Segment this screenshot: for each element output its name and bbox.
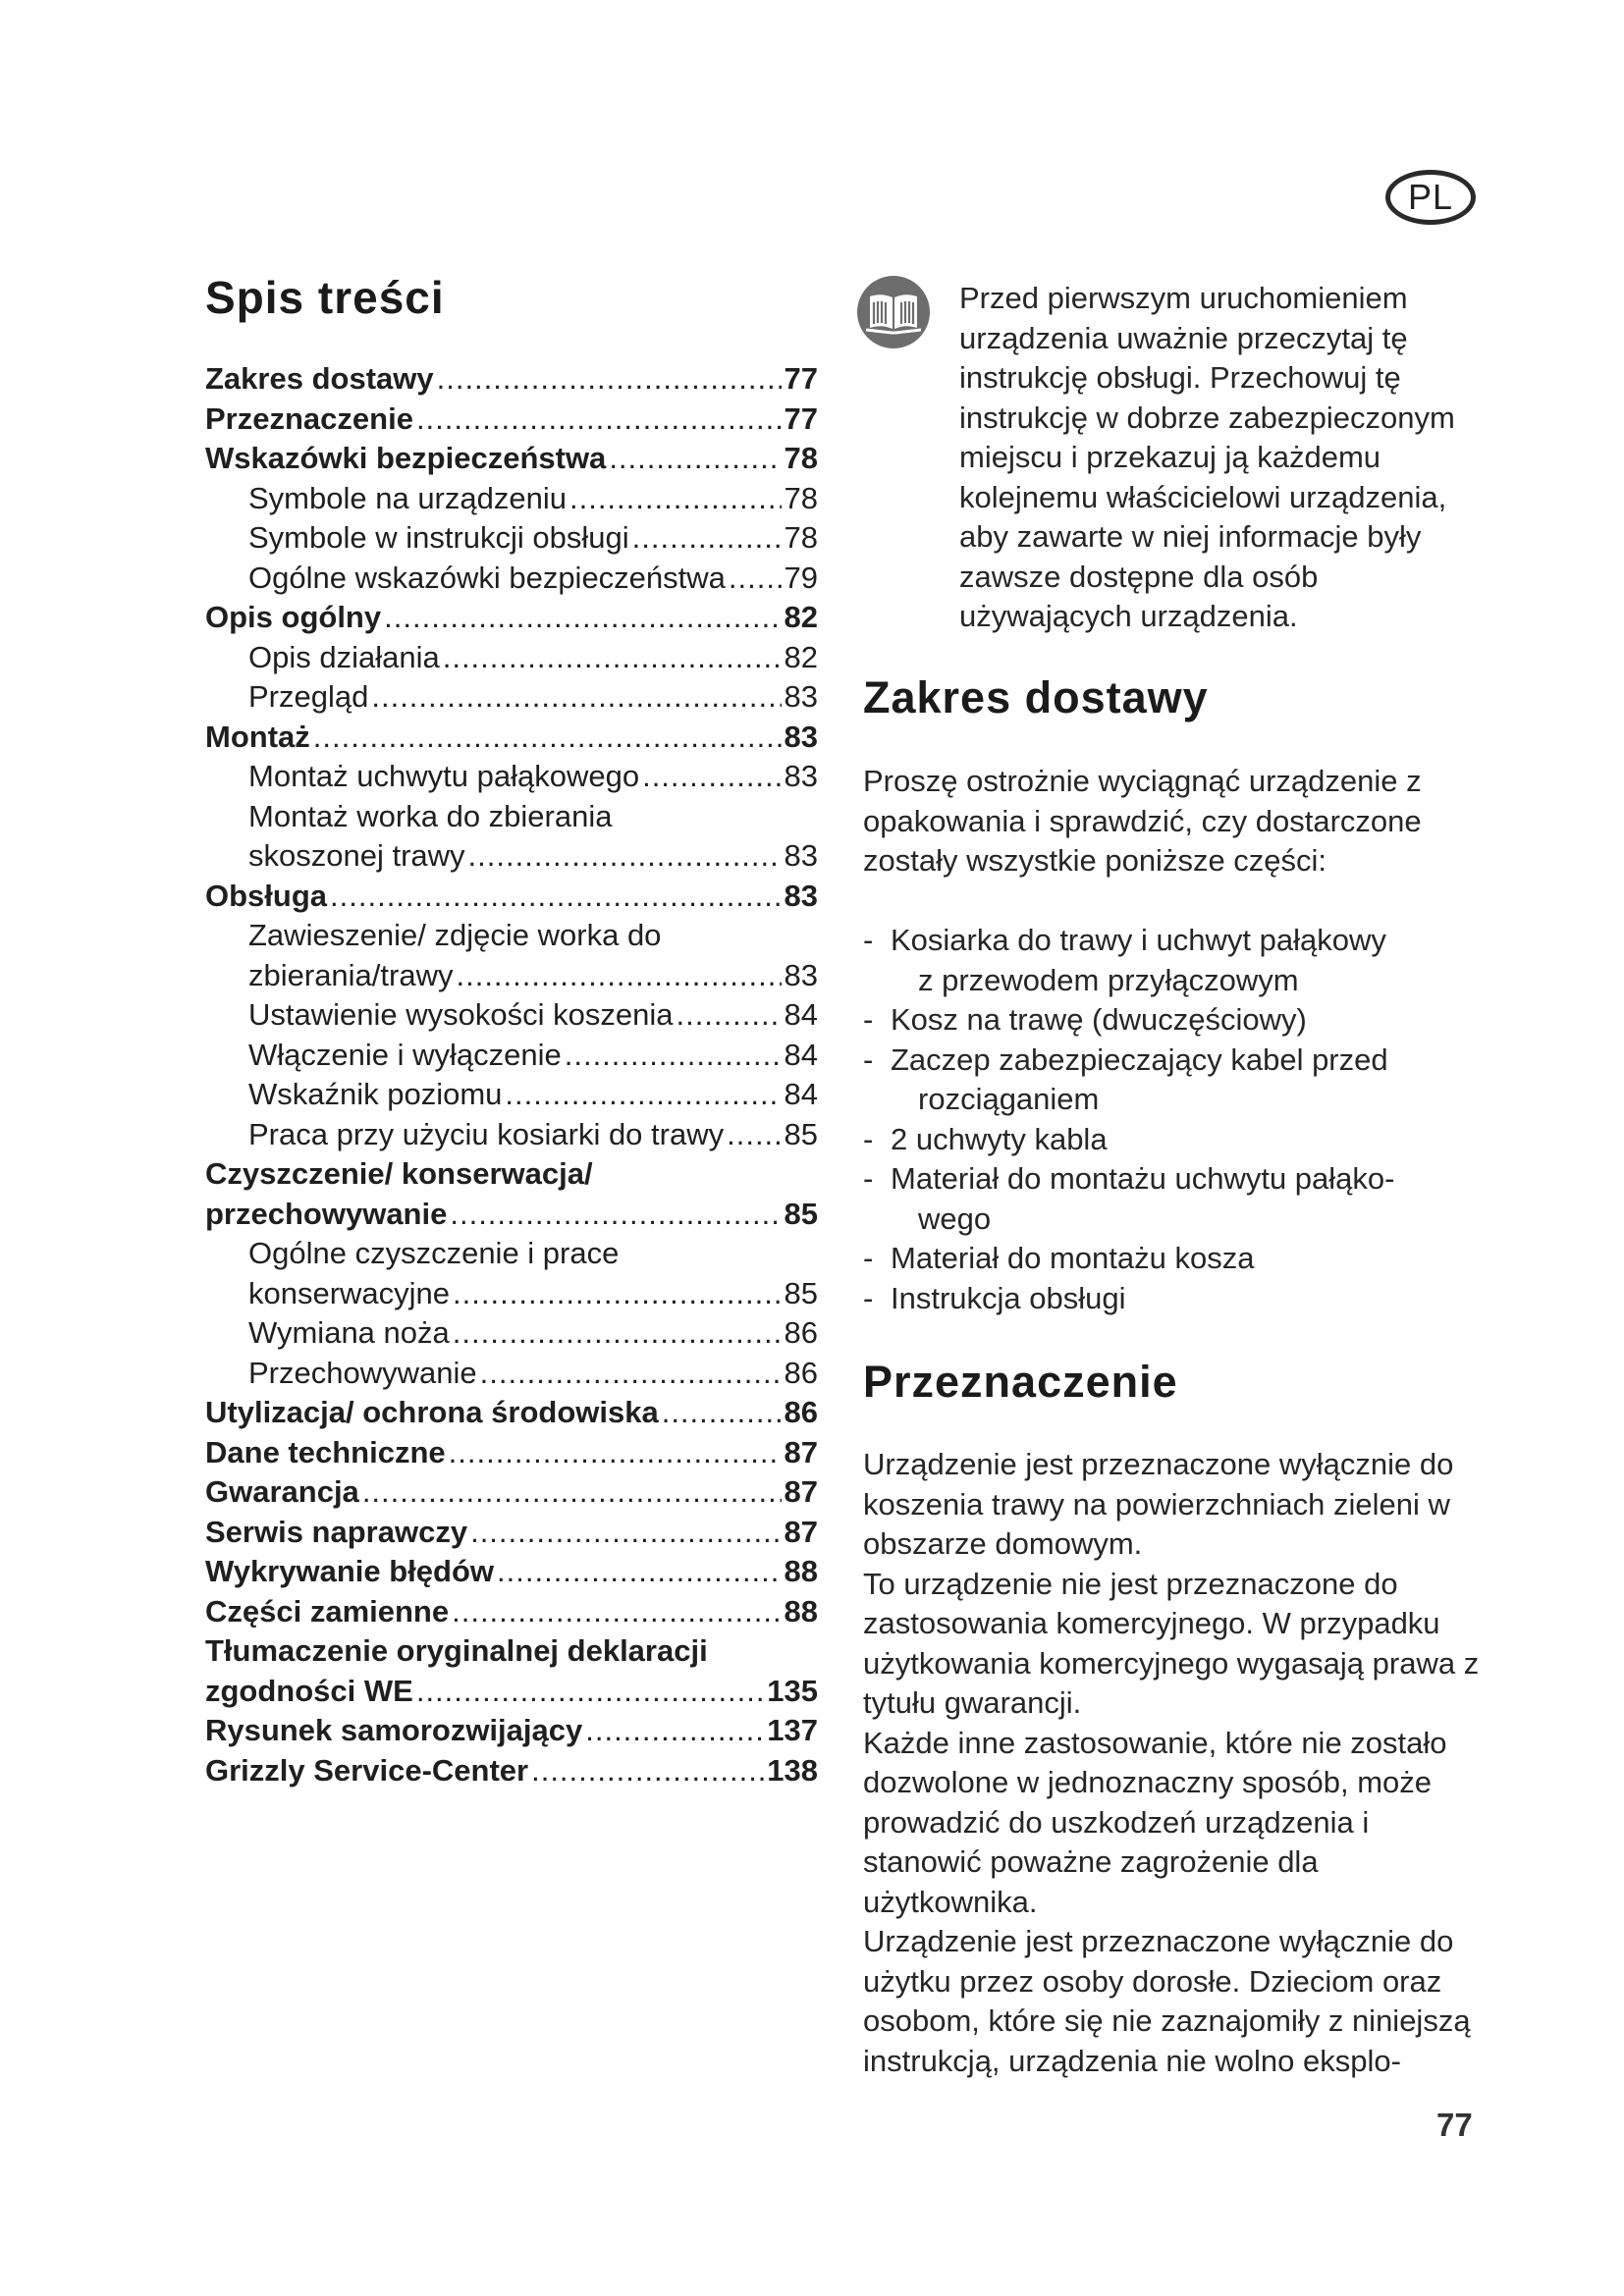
toc-leader-dots: [456, 956, 781, 996]
toc-entry-page: 137: [767, 1713, 818, 1747]
toc-entry-title: Przechowywanie: [248, 1355, 477, 1390]
toc-entry: [205, 836, 818, 877]
toc-entry-page: 83: [784, 957, 818, 992]
toc-entry-title: Obsługa: [205, 878, 328, 913]
toc-leader-dots: [569, 479, 782, 519]
toc-entry-title: konserwacyjne: [248, 1275, 451, 1310]
toc-entry-title: Wykrywanie błędów: [205, 1554, 495, 1588]
delivery-item: [863, 1159, 1482, 1239]
toc-entry-page: 135: [767, 1673, 818, 1708]
toc-entry-page: 84: [784, 997, 818, 1032]
delivery-item-continuation: rozciąganiem: [918, 1082, 1100, 1116]
toc-entry: [205, 797, 818, 837]
toc-entry-page: 83: [784, 679, 818, 714]
toc-entry-page: 82: [784, 639, 818, 674]
delivery-item-text: 2 uchwyty kabla: [891, 1121, 1108, 1156]
toc-entry: [205, 1274, 818, 1314]
toc-leader-dots: [437, 359, 782, 400]
toc-entry-page: 88: [784, 1593, 818, 1629]
toc-entry-title: Utylizacja/ ochrona środowiska: [205, 1395, 659, 1429]
toc-entry: [205, 439, 818, 479]
toc-entry-title: zbierania/trawy: [248, 957, 454, 992]
toc-leader-dots: [313, 718, 782, 758]
toc-entry: [205, 1552, 818, 1592]
toc-entry: [205, 956, 818, 996]
toc-entry-title: Ustawienie wysokości koszenia: [248, 997, 674, 1032]
delivery-item-text: Zaczep zabezpieczający kabel przed: [891, 1041, 1388, 1077]
toc-entry-page: 83: [784, 719, 818, 754]
page-number: 77: [1436, 2107, 1473, 2143]
toc-leader-dots: [416, 400, 782, 440]
toc-entry: [205, 1036, 818, 1076]
toc-entry-page: 138: [767, 1752, 818, 1788]
toc-entry-page: 87: [784, 1514, 818, 1549]
toc-title: Spis treści: [205, 272, 445, 323]
toc-entry-title: Zakres dostawy: [205, 361, 434, 396]
purpose-text: [863, 1445, 1482, 2081]
section-heading-purpose: Przeznaczenie: [863, 1357, 1178, 1407]
toc-leader-dots: [362, 1472, 782, 1513]
toc-entry: [205, 1393, 818, 1433]
toc-entry-title: Serwis naprawczy: [205, 1514, 468, 1549]
toc-entry: [205, 598, 818, 638]
toc-entry-page: 82: [784, 600, 818, 634]
toc-entry-title: Ogólne czyszczenie i prace: [248, 1236, 620, 1270]
delivery-item-text: Materiał do montażu kosza: [891, 1241, 1255, 1275]
toc-leader-dots: [585, 1711, 764, 1751]
toc-entry-title: skoszonej trawy: [248, 838, 465, 873]
toc-entry-page: 87: [784, 1474, 818, 1509]
toc-entry: [205, 1115, 818, 1155]
toc-entry-title: przechowywanie: [205, 1196, 448, 1231]
delivery-item-text: Instrukcja obsługi: [891, 1280, 1126, 1315]
toc-entry: [205, 1711, 818, 1751]
delivery-item: [863, 1000, 1482, 1041]
toc-entry: [205, 677, 818, 718]
toc-entry-page: 77: [784, 400, 818, 436]
toc-leader-dots: [727, 1115, 781, 1155]
toc-leader-dots: [450, 1195, 781, 1235]
toc-leader-dots: [330, 877, 782, 917]
toc-entry-title: Tłumaczenie oryginalnej deklaracji: [205, 1633, 708, 1668]
toc-entry: [205, 1433, 818, 1473]
toc-leader-dots: [453, 1274, 781, 1314]
toc-entry: [205, 1195, 818, 1235]
toc-entry-title: Montaż worka do zbierania: [248, 798, 613, 833]
toc-entry: [205, 479, 818, 519]
toc-entry-page: 86: [784, 1355, 818, 1390]
toc-entry-title: Opis działania: [248, 639, 440, 674]
language-badge: PL: [1385, 170, 1476, 225]
toc-leader-dots: [470, 1513, 781, 1553]
toc-entry-title: Praca przy użyciu kosiarki do trawy: [248, 1116, 725, 1151]
toc-entry-page: 78: [784, 520, 818, 555]
delivery-item: [863, 921, 1482, 1000]
toc-entry: [205, 757, 818, 797]
toc-leader-dots: [565, 1036, 782, 1076]
toc-entry-page: 83: [784, 878, 818, 913]
toc-entry-title: Symbole na urządzeniu: [248, 480, 567, 515]
toc-entry: [205, 400, 818, 440]
toc-entry: [205, 1472, 818, 1513]
toc-leader-dots: [480, 1354, 782, 1394]
toc-leader-dots: [416, 1672, 764, 1712]
toc-entry-page: 87: [784, 1434, 818, 1469]
toc-entry-page: 86: [784, 1315, 818, 1350]
toc-leader-dots: [449, 1433, 782, 1473]
toc-entry-title: Przegląd: [248, 679, 369, 714]
toc-leader-dots: [384, 598, 781, 638]
toc-entry: [205, 1234, 818, 1274]
delivery-item: [863, 1041, 1482, 1120]
section-heading-delivery: Zakres dostawy: [863, 672, 1209, 722]
toc-entry-page: 88: [784, 1554, 818, 1588]
delivery-intro: Proszę ostrożnie wyciągnąć urządzenie z opakowania i sprawdzić, czy dostarczone zostały wszystkie poniższe części:: [863, 764, 1422, 878]
toc-entry: [205, 916, 818, 956]
toc-leader-dots: [468, 836, 782, 877]
toc-entry: [205, 1513, 818, 1553]
delivery-item-text: Kosz na trawę (dwuczęściowy): [891, 1002, 1307, 1037]
toc-entry-title: Grizzly Service-Center: [205, 1752, 529, 1788]
toc-entry: [205, 718, 818, 758]
toc-entry: [205, 1154, 818, 1195]
intro-note: Przed pierwszym uruchomieniem urządzenia uważnie przeczytaj tę instrukcję obsługi. Przechowuj tę instrukcję w dobrze zabezpieczonym miejscu i przekazuj ją każdemu kolejnemu właścicielowi urządzenia, aby zawarte w niej informacje były zawsze dostępne dla osób używających urządzenia.: [959, 281, 1455, 633]
toc-entry: [205, 1354, 818, 1394]
toc-entry: [205, 1672, 818, 1712]
toc-leader-dots: [676, 995, 781, 1036]
toc-entry-page: 85: [784, 1196, 818, 1231]
toc-leader-dots: [371, 677, 781, 718]
toc-entry-title: Zawieszenie/ zdjęcie worka do: [248, 918, 662, 952]
delivery-item: [863, 1279, 1482, 1319]
toc-entry-title: Montaż: [205, 719, 310, 754]
toc-leader-dots: [497, 1552, 782, 1592]
toc-leader-dots: [632, 518, 782, 559]
delivery-item: [863, 1239, 1482, 1279]
purpose-paragraph: Urządzenie jest przeznaczone wyłącznie do koszenia trawy na powierzchniach zieleni w obszarze domowym.: [863, 1447, 1454, 1561]
toc-leader-dots: [642, 757, 781, 797]
toc-entry: [205, 559, 818, 599]
toc-entry-title: Opis ogólny: [205, 600, 382, 634]
toc-entry-title: Rysunek samorozwijający: [205, 1713, 583, 1747]
toc-entry-page: 83: [784, 759, 818, 793]
toc-entry-title: Symbole w instrukcji obsługi: [248, 520, 629, 555]
toc-leader-dots: [531, 1751, 764, 1791]
toc-leader-dots: [662, 1393, 782, 1433]
toc-entry-page: 85: [784, 1275, 818, 1310]
toc-leader-dots: [729, 559, 782, 599]
toc-entry-page: 84: [784, 1037, 818, 1072]
toc-entry: [205, 1751, 818, 1791]
toc-entry-title: zgodności WE: [205, 1673, 413, 1708]
read-manual-icon: [856, 275, 931, 349]
toc-entry-title: Gwarancja: [205, 1474, 359, 1509]
toc-entry: [205, 1313, 818, 1354]
toc-entry-page: 86: [784, 1395, 818, 1429]
toc-entry-title: Montaż uchwytu pałąkowego: [248, 759, 640, 793]
toc-entry-page: 85: [784, 1116, 818, 1151]
toc-entry-page: 84: [784, 1077, 818, 1111]
delivery-item-text: Materiał do montażu uchwytu pałąko-: [891, 1161, 1395, 1196]
toc-entry-title: Części zamienne: [205, 1593, 450, 1629]
toc-entry: [205, 995, 818, 1036]
toc-entry-title: Ogólne wskazówki bezpieczeństwa: [248, 560, 726, 595]
delivery-item: [863, 1120, 1482, 1160]
purpose-paragraph: Urządzenie jest przeznaczone wyłącznie do użytku przez osoby dorosłe. Dzieciom oraz osobom, które się nie zaznajomiły z niniejszą instrukcją, urządzenia nie wolno eksplo-: [863, 1924, 1471, 2078]
toc-leader-dots: [505, 1075, 781, 1115]
toc-entry-title: Włączenie i wyłączenie: [248, 1037, 562, 1072]
toc-entry: [205, 359, 818, 400]
toc-leader-dots: [609, 439, 781, 479]
toc-entry-title: Wskaźnik poziomu: [248, 1077, 503, 1111]
toc-leader-dots: [452, 1592, 781, 1632]
toc-entry-title: Czyszczenie/ konserwacja/: [205, 1156, 593, 1191]
delivery-items-list: [863, 921, 1482, 1318]
purpose-paragraph: Każde inne zastosowanie, które nie zostało dozwolone w jednoznaczny sposób, może prowadzić do uszkodzeń urządzenia i stanowić poważne zagrożenie dla użytkownika.: [863, 1725, 1447, 1919]
toc-leader-dots: [453, 1313, 782, 1354]
toc-entry-page: 78: [784, 480, 818, 515]
toc-entry-page: 78: [784, 441, 818, 475]
toc-entry-page: 77: [784, 361, 818, 396]
delivery-item-text: Kosiarka do trawy i uchwyt pałąkowy: [891, 923, 1386, 957]
toc-entry-page: 83: [784, 838, 818, 873]
toc-entry: [205, 518, 818, 559]
toc-entry: [205, 1075, 818, 1115]
toc-entry: [205, 1592, 818, 1632]
toc-entry: [205, 638, 818, 678]
toc-entry: [205, 1631, 818, 1672]
toc-entry-title: Wymiana noża: [248, 1315, 450, 1350]
toc-entry-title: Przeznaczenie: [205, 400, 413, 436]
table-of-contents: [205, 359, 818, 1790]
toc-entry-title: Dane techniczne: [205, 1434, 446, 1469]
toc-entry: [205, 877, 818, 917]
delivery-item-continuation: wego: [918, 1201, 992, 1236]
toc-entry-page: 79: [784, 560, 818, 595]
purpose-paragraph: To urządzenie nie jest przeznaczone do zastosowania komercyjnego. W przypadku użytkowania komercyjnego wygasają prawa z tytułu gwarancji.: [863, 1566, 1480, 1720]
delivery-item-continuation: z przewodem przyłączowym: [918, 962, 1299, 997]
toc-entry-title: Wskazówki bezpieczeństwa: [205, 441, 607, 475]
toc-leader-dots: [443, 638, 782, 678]
